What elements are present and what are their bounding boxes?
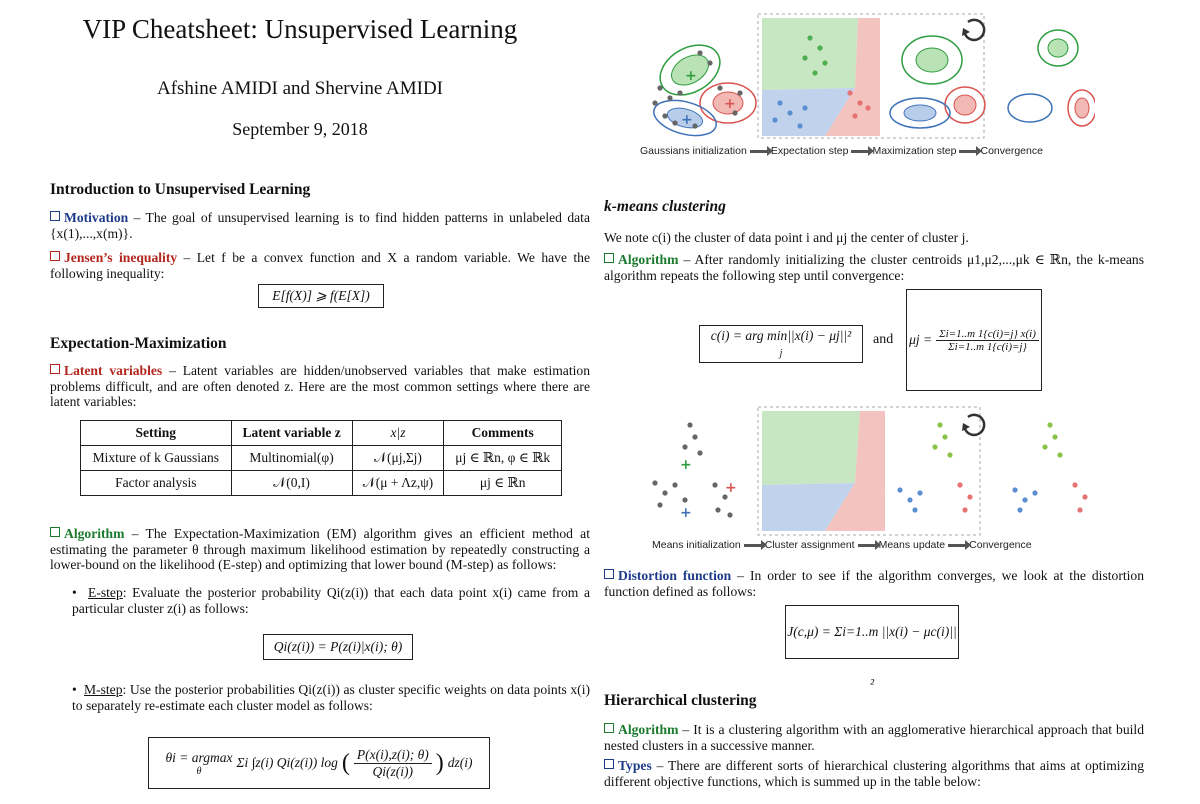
hier-algorithm-label: Algorithm	[604, 722, 678, 737]
formula-c-text: c(i) = arg min||x(i) − μj||²	[710, 328, 852, 343]
em-algorithm-text: – The Expectation-Maximization (EM) algorithm gives an efficient method at estimating the parameter θ through maximum likelihood estimation by repeatedly constructing a lower-bound on the likelihood (E-step) and optimizing that lower bound (M-step) as follows:	[50, 526, 590, 572]
latent-label: Latent variables	[50, 363, 162, 378]
checkbox-square-icon	[604, 253, 614, 263]
caption-maximization: Maximization step	[872, 145, 957, 157]
checkbox-square-icon	[604, 759, 614, 769]
bullet-icon: •	[72, 585, 89, 600]
section-em-heading: Expectation-Maximization	[50, 335, 227, 352]
checkbox-square-icon	[50, 364, 60, 374]
kmeans-panel-convergence	[1012, 422, 1087, 512]
hier-algorithm-text: – It is a clustering algorithm with an agglomerative hierarchical approach that build nested clusters in a successive manner.	[604, 722, 1144, 753]
jensen-label: Jensen’s inequality	[50, 250, 177, 265]
arrow-right-icon	[744, 544, 762, 547]
svg-text:+: +	[724, 96, 736, 112]
checkbox-square-icon	[604, 723, 614, 733]
kmeans-figure	[640, 405, 1100, 537]
motivation-text: – The goal of unsupervised learning is to find hidden patterns in unlabeled data {x(1),...,x(m)}.	[50, 210, 590, 241]
table-header-row	[81, 421, 562, 446]
motivation-label: Motivation	[50, 210, 128, 225]
em-panel-convergence	[1008, 30, 1095, 126]
formula-c-sub: j	[779, 348, 783, 359]
table-cell: μj ∈ ℝn	[444, 471, 562, 496]
latent-variables-table	[80, 420, 562, 496]
table-cell: 𝒩(μ + Λz,ψ)	[352, 471, 444, 496]
distortion-label: Distortion function	[604, 568, 731, 583]
estep-formula: Qi(z(i)) = P(z(i)|x(i); θ)	[263, 634, 413, 660]
em-panel-maximization	[890, 20, 985, 128]
section-hierarchical-heading: Hierarchical clustering	[604, 692, 757, 709]
checkbox-square-icon	[50, 527, 60, 537]
caption-expectation: Expectation step	[770, 145, 849, 157]
authors: Afshine AMIDI and Shervine AMIDI	[156, 78, 443, 99]
em-panel-gaussians-init	[650, 35, 756, 142]
svg-text:+: +	[725, 480, 737, 496]
mstep-label: M-step	[84, 682, 123, 697]
distortion-paragraph	[604, 568, 1144, 599]
mstep-denominator: Qi(z(i))	[372, 763, 414, 779]
mstep-item	[72, 682, 590, 713]
arrow-right-icon	[858, 544, 876, 547]
kmeans-panel-assignment	[762, 411, 885, 531]
kmeans-figure-captions	[652, 539, 1100, 551]
arrow-right-icon	[948, 544, 966, 547]
section-intro-heading: Introduction to Unsupervised Learning	[50, 181, 311, 198]
table-cell: μj ∈ ℝn, φ ∈ ℝk	[444, 446, 562, 471]
table-cell: 𝒩(0,I)	[231, 471, 352, 496]
hier-types-label: Types	[604, 758, 652, 773]
table-cell: Multinomial(φ)	[231, 446, 352, 471]
formula-mu-denominator: Σi=1..m 1{c(i)=j}	[948, 340, 1027, 353]
kmeans-algorithm-text: – After randomly initializing the cluster centroids μ1,μ2,...,μk ∈ ℝn, the k-means algorithm repeats the following step until convergence:	[604, 252, 1144, 283]
caption-cluster-assignment: Cluster assignment	[764, 539, 855, 551]
and-text: and	[873, 332, 894, 347]
table-header-cell: Setting	[81, 421, 232, 446]
latent-paragraph	[50, 363, 590, 410]
hier-types-paragraph	[604, 758, 1144, 789]
em-algorithm-paragraph	[50, 526, 590, 573]
kmeans-assignment-formula	[699, 325, 863, 363]
distortion-formula: J(c,μ) = Σi=1..m ||x(i) − μc(i)||²	[785, 605, 959, 659]
estep-text: : Evaluate the posterior probability Qi(z(i)) that each data point x(i) came from a particular cluster z(i) as follows:	[72, 585, 590, 616]
mstep-lhs: θi = argmax	[165, 749, 233, 765]
kmeans-note: We note c(i) the cluster of data point i and μj the center of cluster j.	[604, 230, 969, 245]
svg-text:+: +	[681, 112, 693, 128]
em-panel-expectation	[762, 18, 880, 136]
checkbox-square-icon	[604, 569, 614, 579]
jensen-formula: E[f(X)] ⩾ f(E[X])	[258, 284, 384, 308]
caption-means-update: Means update	[878, 539, 946, 551]
svg-text:+: +	[680, 505, 692, 521]
kmeans-panel-update	[897, 415, 984, 513]
table-header-cell: Comments	[444, 421, 562, 446]
kmeans-panel-init	[652, 422, 736, 521]
bullet-icon: •	[72, 682, 84, 697]
mstep-formula: θi = argmax θ Σi ∫z(i) Qi(z(i)) log ( $\frac{P(x(i),z(i); \theta)}{Qi(z(i))}$ ) dz(i)	[148, 737, 490, 789]
hier-algorithm-paragraph	[604, 722, 1144, 753]
estep-item	[72, 585, 590, 616]
table-cell: 𝒩(μj,Σj)	[352, 446, 444, 471]
jensen-paragraph	[50, 250, 590, 281]
kmeans-centroid-formula	[906, 289, 1042, 391]
mstep-body: Σi ∫z(i) Qi(z(i)) log	[236, 755, 338, 770]
kmeans-algorithm-label: Algorithm	[604, 252, 678, 267]
caption-means-init: Means initialization	[652, 539, 741, 551]
hier-types-text: – There are different sorts of hierarchical clustering algorithms that aims at optimizing different objective functions, which is summed up in the table below:	[604, 758, 1144, 789]
arrow-right-icon	[959, 150, 977, 153]
table-row	[81, 446, 562, 471]
svg-text:+: +	[685, 68, 697, 84]
table-cell: Factor analysis	[81, 471, 232, 496]
caption-convergence: Convergence	[980, 145, 1043, 157]
checkbox-square-icon	[50, 251, 60, 261]
em-figure	[630, 8, 1095, 158]
date: September 9, 2018	[232, 119, 368, 139]
estep-label: E-step	[88, 585, 123, 600]
table-header-cell: x|z	[352, 421, 444, 446]
caption-kmeans-convergence: Convergence	[969, 539, 1032, 551]
motivation-paragraph	[50, 210, 590, 241]
jensen-text: – Let f be a convex function and X a random variable. We have the following inequality:	[50, 250, 590, 281]
arrow-right-icon	[851, 150, 869, 153]
formula-mu-numerator: Σi=1..m 1{c(i)=j} x(i)	[936, 328, 1039, 341]
em-figure-captions	[640, 145, 1100, 157]
formula-mu-lhs: μj =	[909, 332, 933, 347]
table-header-cell: Latent variable z	[231, 421, 352, 446]
page-title: VIP Cheatsheet: Unsupervised Learning	[82, 14, 518, 44]
kmeans-algorithm-paragraph	[604, 252, 1144, 283]
mstep-text: : Use the posterior probabilities Qi(z(i)) as cluster specific weights on data points x(i) to separately re-estimate each cluster model as follows:	[72, 682, 591, 713]
svg-text:+: +	[680, 457, 692, 473]
mstep-numerator: P(x(i),z(i); θ)	[354, 747, 432, 764]
latent-text: – Latent variables are hidden/unobserved variables that make estimation problems difficult, and are often denoted z. Here are the most common settings where there are latent variables:	[50, 363, 590, 409]
em-algorithm-label: Algorithm	[50, 526, 124, 541]
arrow-right-icon	[750, 150, 768, 153]
table-row	[81, 471, 562, 496]
section-kmeans-heading: k-means clustering	[604, 198, 726, 215]
mstep-tail: dz(i)	[447, 755, 473, 770]
checkbox-square-icon	[50, 211, 60, 221]
table-cell: Mixture of k Gaussians	[81, 446, 232, 471]
distortion-text: – In order to see if the algorithm converges, we look at the distortion function defined as follows:	[604, 568, 1144, 599]
mstep-sub: θ	[196, 765, 202, 777]
caption-gaussians-init: Gaussians initialization	[640, 145, 747, 157]
